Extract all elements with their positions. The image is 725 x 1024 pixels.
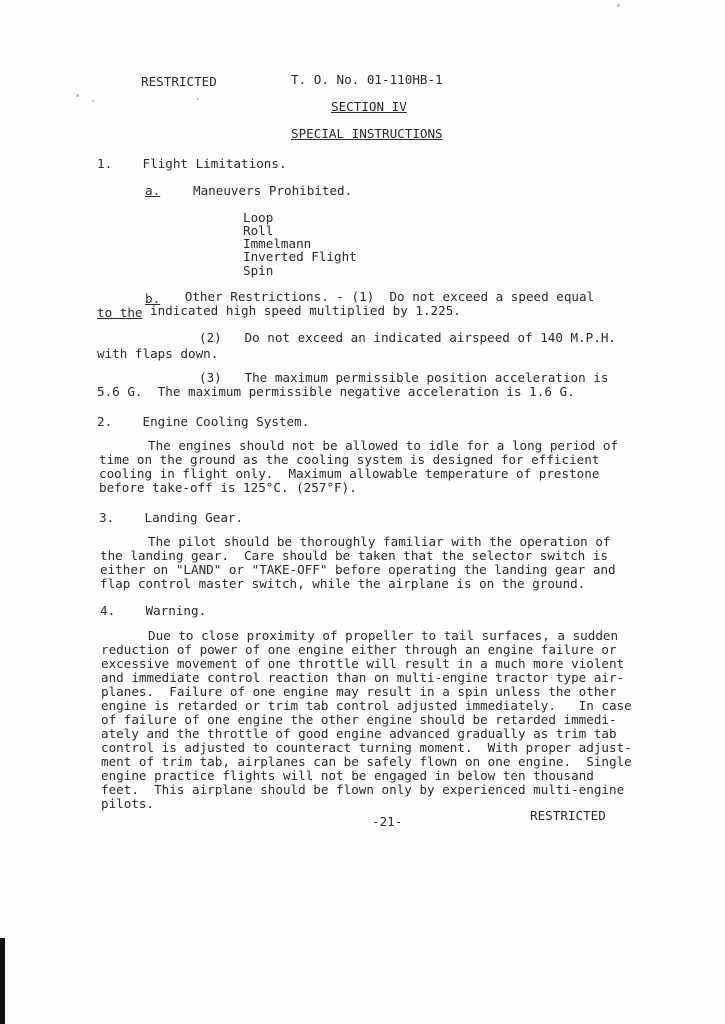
paragraph-line: The pilot should be thoroughly familiar with the operation of [148,534,611,549]
maneuver-item: Inverted Flight [243,249,357,264]
paragraph-line: engine is retarded or trim tab control adjusted immediately. In case [101,698,632,713]
scan-speck [76,94,79,97]
scan-speck [92,100,94,102]
paragraph-line: excessive movement of one throttle will result in a much more violent [101,656,625,671]
footer-classification: RESTRICTED [530,808,606,823]
restriction-1-line: Other Restrictions. - (1) Do not exceed a speed equal [162,289,595,304]
restriction-2-line: with flaps down. [97,346,219,361]
paragraph-line: and immediate control reaction than on multi-engine tractor type air- [101,670,625,685]
restriction-1-line-start: to the [97,305,143,320]
paragraph-line: The engines should not be allowed to idle for a long period of [148,438,619,453]
section-4-heading: 4. Warning. [100,603,207,618]
subsection-a-marker: a. [145,183,161,198]
doc-number: T. O. No. 01-110HB-1 [291,72,443,87]
paragraph-line: cooling in flight only. Maximum allowable temperature of prestone [99,466,600,481]
section-1-heading: 1. Flight Limitations. [97,156,287,171]
restriction-2-line: (2) Do not exceed an indicated airspeed of 140 M.P.H. [199,330,617,345]
scan-speck [197,98,199,100]
paragraph-line: ment of trim tab, airplanes can be safely flown on one engine. Single [101,754,632,769]
maneuver-item: Spin [243,263,274,278]
paragraph-line: control is adjusted to counteract turning moment. With proper adjust- [101,740,632,755]
section-3-heading: 3. Landing Gear. [99,510,244,525]
header-classification: RESTRICTED [141,74,217,89]
restriction-3-line: (3) The maximum permissible position acceleration is [199,370,609,385]
paragraph-line: the landing gear. Care should be taken that the selector switch is [100,548,608,563]
subsection-a-title: Maneuvers Prohibited. [193,183,353,198]
paragraph-line: ately and the throttle of good engine advanced gradually as trim tab [101,726,617,741]
section-heading: SECTION IV [331,99,407,114]
section-2-heading: 2. Engine Cooling System. [97,414,310,429]
paragraph-line: Due to close proximity of propeller to tail surfaces, a sudden [148,628,619,643]
paragraph-line: time on the ground as the cooling system is designed for efficient [99,452,600,467]
paragraph-line: of failure of one engine the other engine should be retarded immedi- [101,712,617,727]
maneuver-item: Roll [243,223,274,238]
scan-edge-shadow [0,938,5,1024]
page-title: SPECIAL INSTRUCTIONS [291,126,443,141]
paragraph-line: planes. Failure of one engine may result in a spin unless the other [101,684,617,699]
restriction-1-line-end: indicated high speed multiplied by 1.225. [150,303,461,318]
subsection-b-marker: b. [145,291,161,306]
scan-speck [617,4,620,7]
restriction-3-line: 5.6 G. The maximum permissible negative acceleration is 1.6 G. [97,384,575,399]
paragraph-line: engine practice flights will not be engaged in below ten thousand [101,768,594,783]
paragraph-line: reduction of power of one engine either through an engine failure or [101,642,617,657]
maneuver-item: Loop [243,210,274,225]
paragraph-line: feet. This airplane should be flown only by experienced multi-engine [101,782,625,797]
maneuver-item: Immelmann [243,236,312,251]
page-number: -21- [372,814,403,829]
paragraph-line: flap control master switch, while the airplane is on the ground. [100,576,586,591]
paragraph-line: pilots. [101,796,155,811]
paragraph-line: before take-off is 125°C. (257°F). [99,480,357,495]
paragraph-line: either on "LAND" or "TAKE-OFF" before operating the landing gear and [100,562,616,577]
